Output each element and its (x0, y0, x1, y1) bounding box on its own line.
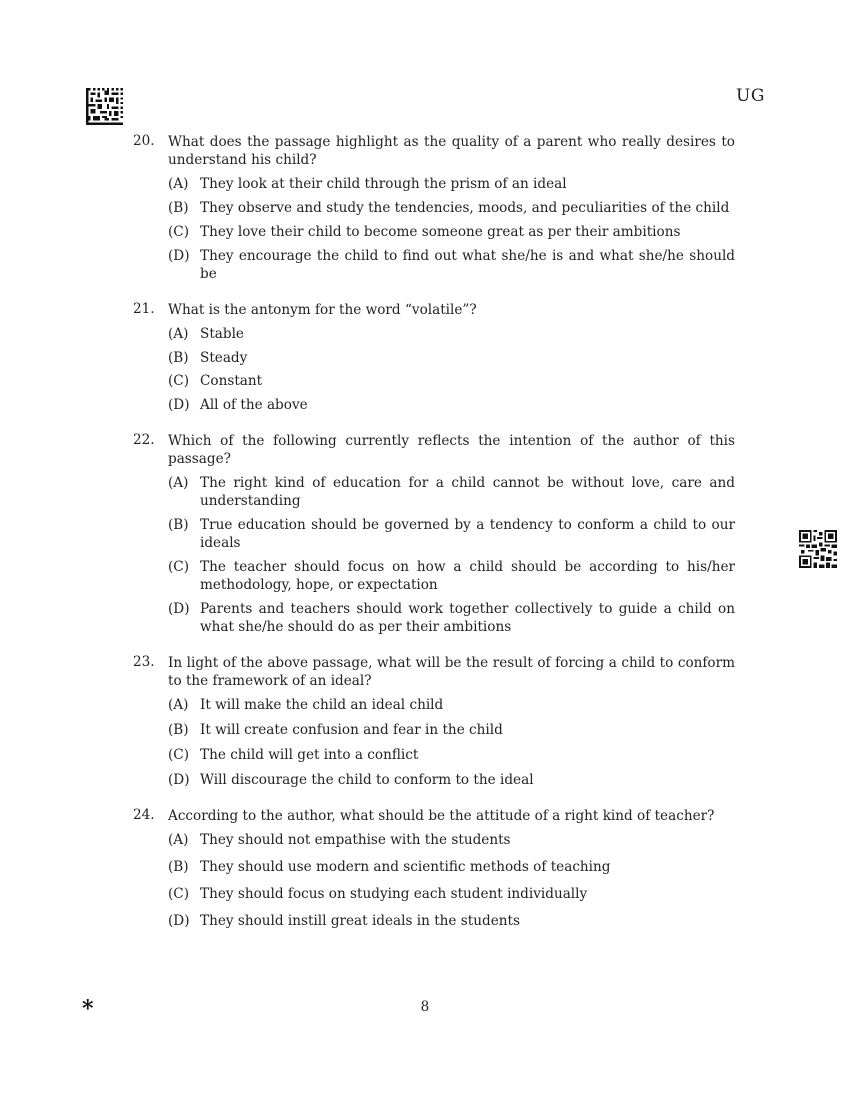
question-number: 24. (133, 806, 155, 823)
qr-code (799, 529, 837, 569)
option-d (168, 912, 735, 930)
option-text: They should use modern and scientific methods of teaching (200, 858, 611, 875)
question-list (133, 133, 735, 942)
option-letter: (C) (168, 746, 190, 763)
option-text: It will create confusion and fear in the child (200, 721, 503, 738)
question-24 (133, 807, 735, 930)
option-letter: (D) (168, 396, 190, 413)
question-number: 23. (133, 653, 155, 670)
datamatrix-code (86, 88, 123, 125)
options-list (168, 696, 735, 789)
question-22 (133, 432, 735, 636)
option-a (168, 325, 735, 343)
star-mark: * (82, 996, 94, 1022)
question-23 (133, 654, 735, 789)
option-a (168, 831, 735, 849)
option-letter: (B) (168, 858, 189, 875)
question-text: According to the author, what should be the attitude of a right kind of teacher? (168, 807, 715, 824)
page-number: 8 (420, 999, 430, 1015)
option-d (168, 396, 735, 414)
option-text: Will discourage the child to conform to the ideal (200, 771, 534, 788)
option-letter: (C) (168, 373, 190, 389)
option-letter: (B) (168, 516, 189, 533)
option-letter: (D) (168, 912, 190, 929)
option-d (168, 247, 735, 283)
option-c (168, 372, 735, 390)
option-a (168, 175, 735, 193)
options-list (168, 831, 735, 930)
option-letter: (C) (168, 885, 190, 902)
option-text: The child will get into a conflict (200, 746, 419, 763)
options-list (168, 325, 735, 414)
option-b (168, 349, 735, 367)
option-c (168, 746, 735, 764)
question-text: In light of the above passage, what will be the result of forcing a child to conform to the framework of an ideal? (168, 654, 735, 689)
option-text: They should focus on studying each student individually (200, 885, 588, 902)
option-a (168, 696, 735, 714)
question-number: 20. (133, 133, 155, 149)
paper-code: UG (736, 86, 765, 106)
option-text: Steady (200, 349, 248, 366)
option-d (168, 600, 735, 636)
question-text: What does the passage highlight as the quality of a parent who really desires to understand his child? (168, 134, 735, 168)
option-text: All of the above (200, 396, 308, 413)
option-text: Stable (200, 326, 244, 342)
option-c (168, 223, 735, 241)
question-21 (133, 301, 735, 414)
question-number: 21. (133, 301, 155, 317)
option-text: True education should be governed by a tendency to conform a child to our ideals (200, 516, 735, 551)
options-list (168, 474, 735, 636)
option-text: They encourage the child to find out what she/he is and what she/he should be (200, 248, 735, 282)
question-number: 22. (133, 431, 155, 448)
option-b (168, 199, 735, 217)
question-text: Which of the following currently reflects the intention of the author of this passage? (168, 432, 735, 467)
option-letter: (A) (168, 696, 189, 713)
option-b (168, 721, 735, 739)
option-text: They should instill great ideals in the students (200, 912, 520, 929)
option-text: They should not empathise with the students (200, 831, 511, 848)
option-text: Parents and teachers should work together collectively to guide a child on what she/he should do as per their ambitions (200, 600, 735, 635)
option-b (168, 858, 735, 876)
option-letter: (C) (168, 224, 190, 240)
option-letter: (D) (168, 248, 190, 264)
option-text: Constant (200, 373, 263, 389)
option-letter: (B) (168, 721, 189, 738)
option-letter: (D) (168, 771, 190, 788)
option-text: They love their child to become someone great as per their ambitions (200, 224, 681, 240)
option-text: They look at their child through the prism of an ideal (200, 176, 567, 192)
option-c (168, 558, 735, 594)
option-d (168, 771, 735, 789)
option-text: The right kind of education for a child cannot be without love, care and understanding (200, 474, 735, 509)
option-text: It will make the child an ideal child (200, 696, 444, 713)
question-20 (133, 133, 735, 283)
options-list (168, 175, 735, 283)
option-letter: (D) (168, 600, 190, 617)
option-text: They observe and study the tendencies, moods, and peculiarities of the child (200, 200, 730, 216)
option-letter: (B) (168, 349, 189, 366)
option-b (168, 516, 735, 552)
option-letter: (A) (168, 474, 189, 491)
option-c (168, 885, 735, 903)
option-letter: (A) (168, 326, 189, 342)
question-text: What is the antonym for the word “volatile”? (168, 302, 477, 318)
option-letter: (C) (168, 558, 190, 575)
option-letter: (A) (168, 176, 189, 192)
option-a (168, 474, 735, 510)
option-text: The teacher should focus on how a child should be according to his/her methodology, hope, or expectation (200, 558, 735, 593)
option-letter: (B) (168, 200, 189, 216)
option-letter: (A) (168, 831, 189, 848)
